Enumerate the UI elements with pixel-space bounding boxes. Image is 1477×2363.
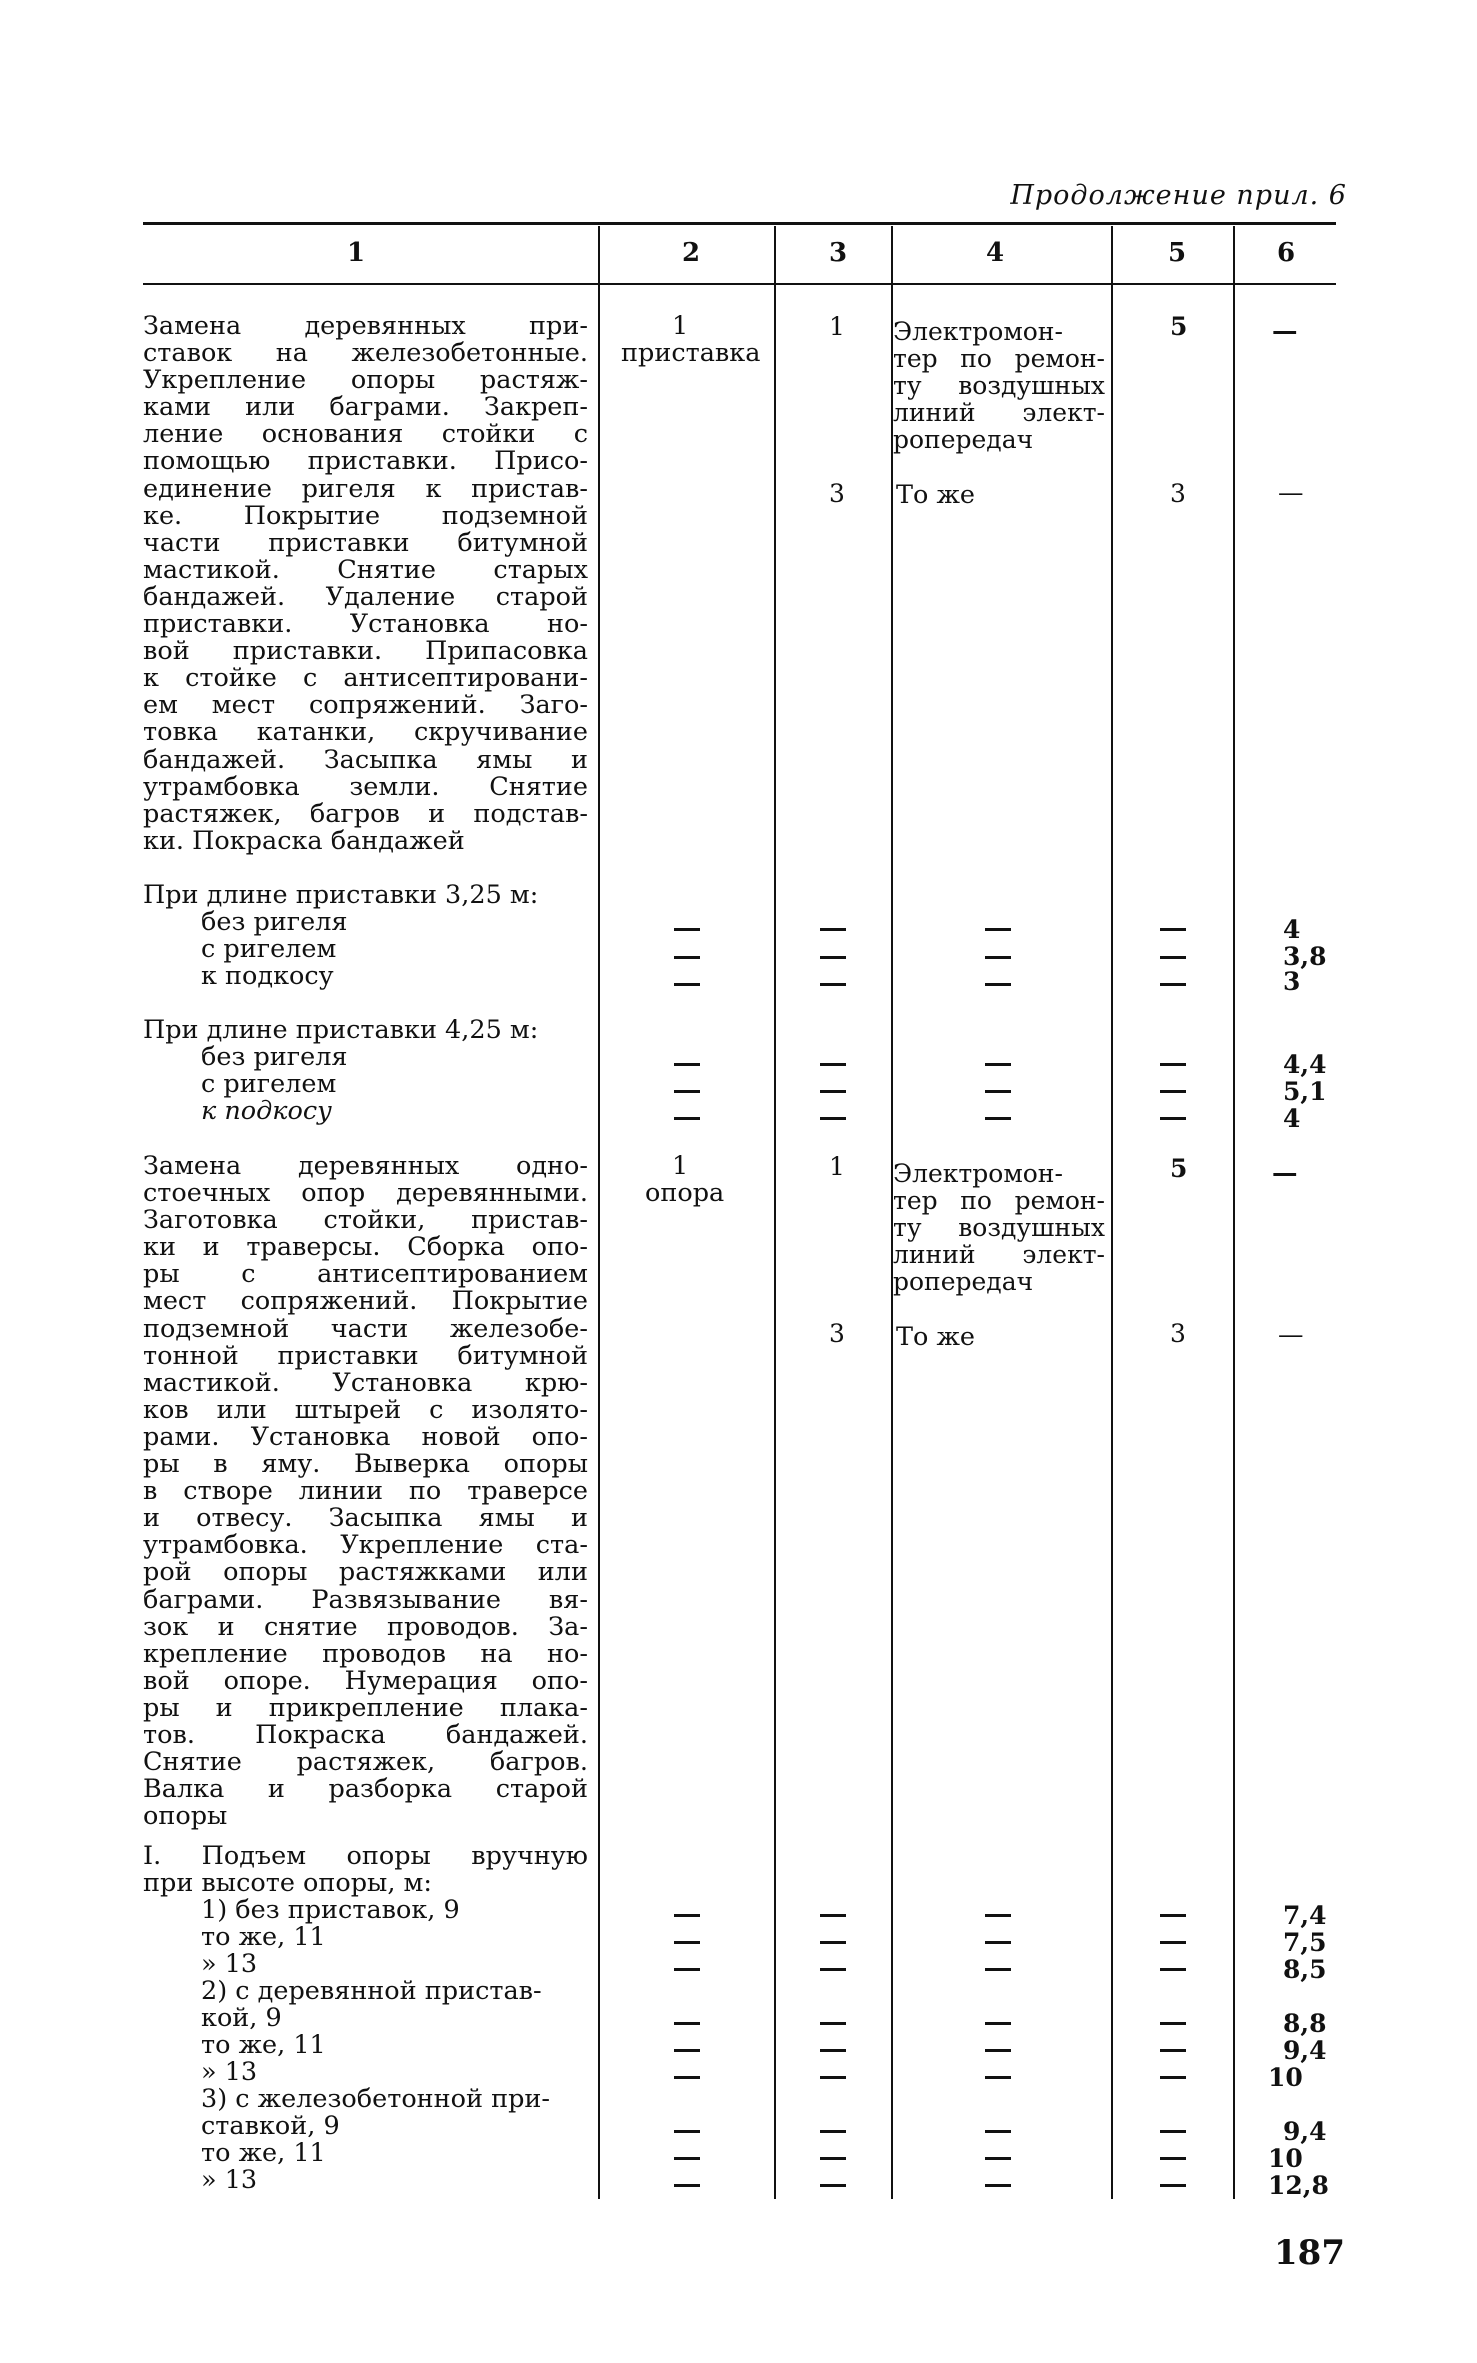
empty-cell-dash <box>985 1117 1011 1120</box>
description-line: ление основания стойки с <box>143 419 588 450</box>
empty-cell-dash <box>1160 2184 1186 2187</box>
empty-cell-dash <box>820 2076 846 2079</box>
column-divider <box>1111 226 1113 2199</box>
empty-cell-dash <box>820 956 846 959</box>
col6-value: 9,4 <box>1283 2036 1327 2065</box>
empty-cell-dash <box>820 983 846 986</box>
row-label: с ригелем <box>201 934 337 964</box>
col6-value: — <box>1278 1320 1304 1350</box>
description-line: в створе линии по траверсе <box>143 1476 588 1507</box>
description-line: тов. Покраска бандажей. <box>143 1719 588 1750</box>
col6-value: 3 <box>1283 967 1301 996</box>
empty-cell-dash <box>985 983 1011 986</box>
empty-cell-dash <box>820 1968 846 1971</box>
column-header-4: 4 <box>985 238 1005 268</box>
row-label: с ригелем <box>201 1069 337 1099</box>
item-label: то же, 11 <box>201 2030 326 2060</box>
description-line: ками или баграми. Закреп- <box>143 392 588 423</box>
empty-cell-dash <box>985 956 1011 959</box>
column-divider <box>598 226 600 2199</box>
item-label: » 13 <box>201 2057 258 2087</box>
lifting-heading <box>143 1843 588 1897</box>
column-divider <box>1233 226 1235 2199</box>
empty-cell-dash <box>820 1090 846 1093</box>
worker-line: линий элект- <box>893 1240 1105 1269</box>
col5-value: 3 <box>1170 1319 1186 1348</box>
empty-cell-dash <box>820 2157 846 2160</box>
description-line: вой опоре. Нумерация опо- <box>143 1665 588 1696</box>
item-label: то же, 11 <box>201 2138 326 2168</box>
col3-value: 3 <box>829 479 845 508</box>
description-line: мастикой. Снятие старых <box>143 554 588 585</box>
description-line: Замена деревянных одно- <box>143 1151 588 1181</box>
description-line: рой опоры растяжками или <box>143 1557 588 1588</box>
item-label: » 13 <box>201 1949 258 1979</box>
empty-cell-dash <box>985 1941 1011 1944</box>
row-label: без ригеля <box>201 907 348 937</box>
col6-value: 4 <box>1283 1104 1301 1133</box>
worker-line: ропередач <box>893 425 1034 454</box>
empty-cell-dash <box>985 1968 1011 1971</box>
col6-value: — <box>1278 478 1304 508</box>
col2-unit: опора <box>645 1178 725 1208</box>
col3-value: 1 <box>829 312 845 341</box>
worker-line: ту воздушных <box>893 1213 1105 1242</box>
description-line: единение ригеля к пристав- <box>143 473 588 504</box>
column-header-1: 1 <box>346 238 366 268</box>
description-line: бандажей. Удаление старой <box>143 581 588 612</box>
empty-cell-dash <box>1160 1968 1186 1971</box>
description-line: баграми. Развязывание вя- <box>143 1584 588 1615</box>
column-divider <box>774 226 776 2199</box>
col6-value: 8,8 <box>1283 2009 1327 2038</box>
description-line: ки. Покраска бандажей <box>143 825 465 856</box>
empty-cell-dash <box>1160 1941 1186 1944</box>
empty-cell-dash <box>674 1914 700 1917</box>
description-line: ставок на железобетонные. <box>143 338 588 369</box>
col4-same: То же <box>896 1322 976 1352</box>
description-line: растяжек, багров и подстав- <box>143 798 588 829</box>
description-line: зок и снятие проводов. За- <box>143 1611 588 1642</box>
col6-value: 4,4 <box>1283 1050 1327 1079</box>
col6-value: 3,8 <box>1283 942 1327 971</box>
col6-value: 5,1 <box>1283 1077 1327 1106</box>
empty-cell-dash <box>674 2130 700 2133</box>
col5-value: 5 <box>1170 312 1188 341</box>
description-line: ков или штырей с изолято- <box>143 1394 588 1425</box>
empty-cell-dash <box>820 1914 846 1917</box>
col6-value: — <box>1272 1158 1298 1188</box>
col6-value: 7,4 <box>1283 1901 1327 1930</box>
col6-value: 7,5 <box>1283 1928 1327 1957</box>
empty-cell-dash <box>820 1063 846 1066</box>
empty-cell-dash <box>674 956 700 959</box>
col4-same: То же <box>896 480 976 510</box>
empty-cell-dash <box>674 983 700 986</box>
description-line: крепление проводов на но- <box>143 1638 588 1669</box>
description-line: Валка и разборка старой <box>143 1774 588 1805</box>
empty-cell-dash <box>1160 2130 1186 2133</box>
description-line: бандажей. Засыпка ямы и <box>143 744 588 775</box>
description-line: мест сопряжений. Покрытие <box>143 1286 588 1317</box>
col5-value: 5 <box>1170 1154 1188 1183</box>
page-number: 187 <box>1274 2233 1345 2273</box>
description-line: тонной приставки битумной <box>143 1340 588 1371</box>
empty-cell-dash <box>674 1941 700 1944</box>
column-header-6: 6 <box>1276 238 1296 268</box>
col3-value: 3 <box>829 1319 845 1348</box>
empty-cell-dash <box>674 2049 700 2052</box>
empty-cell-dash <box>674 2184 700 2187</box>
col6-value: 8,5 <box>1283 1955 1327 1984</box>
description-line: Заготовка стойки, пристав- <box>143 1205 588 1236</box>
empty-cell-dash <box>985 2049 1011 2052</box>
work-description-1 <box>143 313 588 855</box>
empty-cell-dash <box>674 928 700 931</box>
col6-value: 10 <box>1268 2144 1303 2173</box>
empty-cell-dash <box>985 2022 1011 2025</box>
empty-cell-dash <box>820 2022 846 2025</box>
description-line: Снятие растяжек, багров. <box>143 1747 588 1778</box>
work-description-2 <box>143 1153 588 1830</box>
empty-cell-dash <box>1160 2049 1186 2052</box>
empty-cell-dash <box>985 1090 1011 1093</box>
empty-cell-dash <box>985 1063 1011 1066</box>
empty-cell-dash <box>1160 1117 1186 1120</box>
empty-cell-dash <box>674 1090 700 1093</box>
description-line: ки и траверсы. Сборка опо- <box>143 1232 588 1263</box>
description-line: утрамбовка. Укрепление ста- <box>143 1530 588 1561</box>
empty-cell-dash <box>820 2130 846 2133</box>
empty-cell-dash <box>674 1117 700 1120</box>
item-label: 2) с деревянной пристав- <box>201 1976 542 2006</box>
description-line: Укрепление опоры растяж- <box>143 365 588 396</box>
description-line: I. Подъем опоры вручную <box>143 1841 588 1871</box>
description-line: товка катанки, скручивание <box>143 717 588 748</box>
description-line: Замена деревянных при- <box>143 311 588 341</box>
description-line: ры в яму. Выверка опоры <box>143 1449 588 1480</box>
item-label: то же, 11 <box>201 1922 326 1952</box>
description-line: помощью приставки. Присо- <box>143 446 588 477</box>
row-label: к подкосу <box>201 961 334 991</box>
description-line: мастикой. Установка крю- <box>143 1367 588 1398</box>
empty-cell-dash <box>985 2130 1011 2133</box>
empty-cell-dash <box>674 1968 700 1971</box>
section-heading: При длине приставки 4,25 м: <box>143 1015 539 1045</box>
empty-cell-dash <box>1160 1090 1186 1093</box>
empty-cell-dash <box>820 2184 846 2187</box>
col6-value: 10 <box>1268 2063 1303 2092</box>
empty-cell-dash <box>985 2076 1011 2079</box>
empty-cell-dash <box>1160 1063 1186 1066</box>
empty-cell-dash <box>985 928 1011 931</box>
item-label: 3) с железобетонной при- <box>201 2084 551 2114</box>
col2-unit: приставка <box>621 338 761 368</box>
row-label: без ригеля <box>201 1042 348 1072</box>
description-line: и отвесу. Засыпка ямы и <box>143 1503 588 1534</box>
column-header-2: 2 <box>681 238 701 268</box>
description-line: стоечных опор деревянными. <box>143 1178 588 1209</box>
section-heading: При длине приставки 3,25 м: <box>143 880 539 910</box>
description-line: вой приставки. Припасовка <box>143 636 588 667</box>
worker-line: Электромон- <box>893 317 1063 346</box>
col3-value: 1 <box>829 1152 845 1181</box>
empty-cell-dash <box>820 1117 846 1120</box>
description-line: ем мест сопряжений. Заго- <box>143 690 588 721</box>
empty-cell-dash <box>1160 2076 1186 2079</box>
empty-cell-dash <box>985 2157 1011 2160</box>
description-line: ке. Покрытие подземной <box>143 500 588 531</box>
col2-quantity: 1 <box>672 311 689 341</box>
col4-worker <box>893 1160 1105 1295</box>
empty-cell-dash <box>1160 1914 1186 1917</box>
table-header-rule <box>143 283 1336 285</box>
continuation-note: Продолжение прил. 6 <box>1010 180 1347 211</box>
description-line: части приставки битумной <box>143 527 588 558</box>
item-label: ставкой, 9 <box>201 2111 340 2141</box>
empty-cell-dash <box>1160 956 1186 959</box>
empty-cell-dash <box>820 2049 846 2052</box>
column-header-5: 5 <box>1167 238 1187 268</box>
empty-cell-dash <box>674 2157 700 2160</box>
col6-value: 9,4 <box>1283 2117 1327 2146</box>
empty-cell-dash <box>1160 983 1186 986</box>
description-line: к стойке с антисептировани- <box>143 663 588 694</box>
empty-cell-dash <box>1160 928 1186 931</box>
col5-value: 3 <box>1170 479 1186 508</box>
description-line: ры с антисептированием <box>143 1259 588 1290</box>
description-line: приставки. Установка но- <box>143 609 588 640</box>
empty-cell-dash <box>985 2184 1011 2187</box>
worker-line: тер по ремон- <box>893 344 1105 373</box>
col6-value: — <box>1272 316 1298 346</box>
description-line: подземной части железобе- <box>143 1313 588 1344</box>
description-line: утрамбовка земли. Снятие <box>143 771 588 802</box>
description-line: при высоте опоры, м: <box>143 1868 432 1899</box>
description-line: ры и прикрепление плака- <box>143 1692 588 1723</box>
item-label: » 13 <box>201 2165 258 2195</box>
empty-cell-dash <box>820 928 846 931</box>
worker-line: линий элект- <box>893 398 1105 427</box>
col4-worker <box>893 318 1105 453</box>
item-label: кой, 9 <box>201 2003 282 2033</box>
row-label: к подкосу <box>201 1096 332 1126</box>
empty-cell-dash <box>985 1914 1011 1917</box>
col6-value: 12,8 <box>1268 2171 1329 2200</box>
worker-line: тер по ремон- <box>893 1186 1105 1215</box>
empty-cell-dash <box>674 2022 700 2025</box>
description-line: опоры <box>143 1801 228 1832</box>
empty-cell-dash <box>1160 2157 1186 2160</box>
table-top-rule <box>143 222 1336 225</box>
empty-cell-dash <box>674 2076 700 2079</box>
empty-cell-dash <box>674 1063 700 1066</box>
worker-line: ропередач <box>893 1267 1034 1296</box>
column-header-3: 3 <box>828 238 848 268</box>
col2-quantity: 1 <box>672 1151 689 1181</box>
worker-line: Электромон- <box>893 1159 1063 1188</box>
empty-cell-dash <box>1160 2022 1186 2025</box>
description-line: рами. Установка новой опо- <box>143 1421 588 1452</box>
empty-cell-dash <box>820 1941 846 1944</box>
col6-value: 4 <box>1283 915 1301 944</box>
worker-line: ту воздушных <box>893 371 1105 400</box>
item-label: 1) без приставок, 9 <box>201 1895 460 1925</box>
